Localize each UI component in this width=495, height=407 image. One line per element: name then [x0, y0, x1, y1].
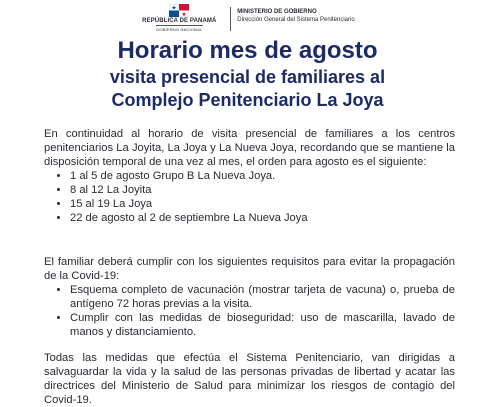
direction-name: Dirección General del Sistema Penitenciario	[237, 17, 355, 23]
panama-flag-icon	[169, 4, 189, 17]
closing-paragraph: Todas las medidas que efectúa el Sistema Penitenciario, van dirigidas a salvaguardar la vida y la salud de las personas privadas de libertad y acatar las directrices del Ministerio de Salud para minimizar los riesgos de contagio del Covid-19.	[44, 352, 455, 406]
schedule-item: • 15 al 19 La Joya	[70, 197, 455, 211]
ministry-name: MINISTERIO DE GOBIERNO	[237, 9, 317, 15]
intro-paragraph: En continuidad al horario de visita presencial de familiares a los centros penitenciarios La Joyita, La Joya y La Nueva Joya, recordando que se mantiene la disposición temporal de una vez al mes, el orden para agosto es el siguiente:	[44, 128, 455, 168]
schedule-item: • 8 al 12 La Joyita	[70, 183, 455, 197]
republic-label: REPÚBLICA DE PANAMÁ	[142, 18, 217, 24]
subtitle-line-1: visita presencial de familiares al	[109, 67, 386, 87]
page-title: Horario mes de agosto	[117, 37, 378, 64]
intro-section	[44, 127, 455, 225]
government-seal	[140, 4, 218, 32]
schedule-item: • 1 al 5 de agosto Grupo B La Nueva Joya.	[70, 169, 455, 183]
requirements-intro: El familiar deberá cumplir con los siguientes requisitos para evitar la propagación de la Covid-19:	[44, 256, 455, 282]
requirements-list	[44, 283, 455, 339]
ministry-block	[237, 4, 354, 24]
closing-section	[44, 351, 455, 407]
schedule-item: • 22 de agosto al 2 de septiembre La Nueva Joya	[70, 211, 455, 225]
government-label: GOBIERNO NACIONAL	[156, 27, 203, 32]
requirement-item: • Cumplir con las medidas de bioseguridad: uso de mascarilla, lavado de manos y distanciamiento.	[70, 311, 455, 339]
schedule-list	[44, 169, 455, 225]
requirement-item: • Esquema completo de vacunación (mostrar tarjeta de vacuna) o, prueba de antígeno 72 horas previas a la visita.	[70, 283, 455, 311]
requirements-section	[44, 255, 455, 339]
subtitle-line-2: Complejo Penitenciario La Joya	[111, 90, 384, 110]
header-divider	[230, 7, 231, 31]
header	[0, 4, 495, 34]
